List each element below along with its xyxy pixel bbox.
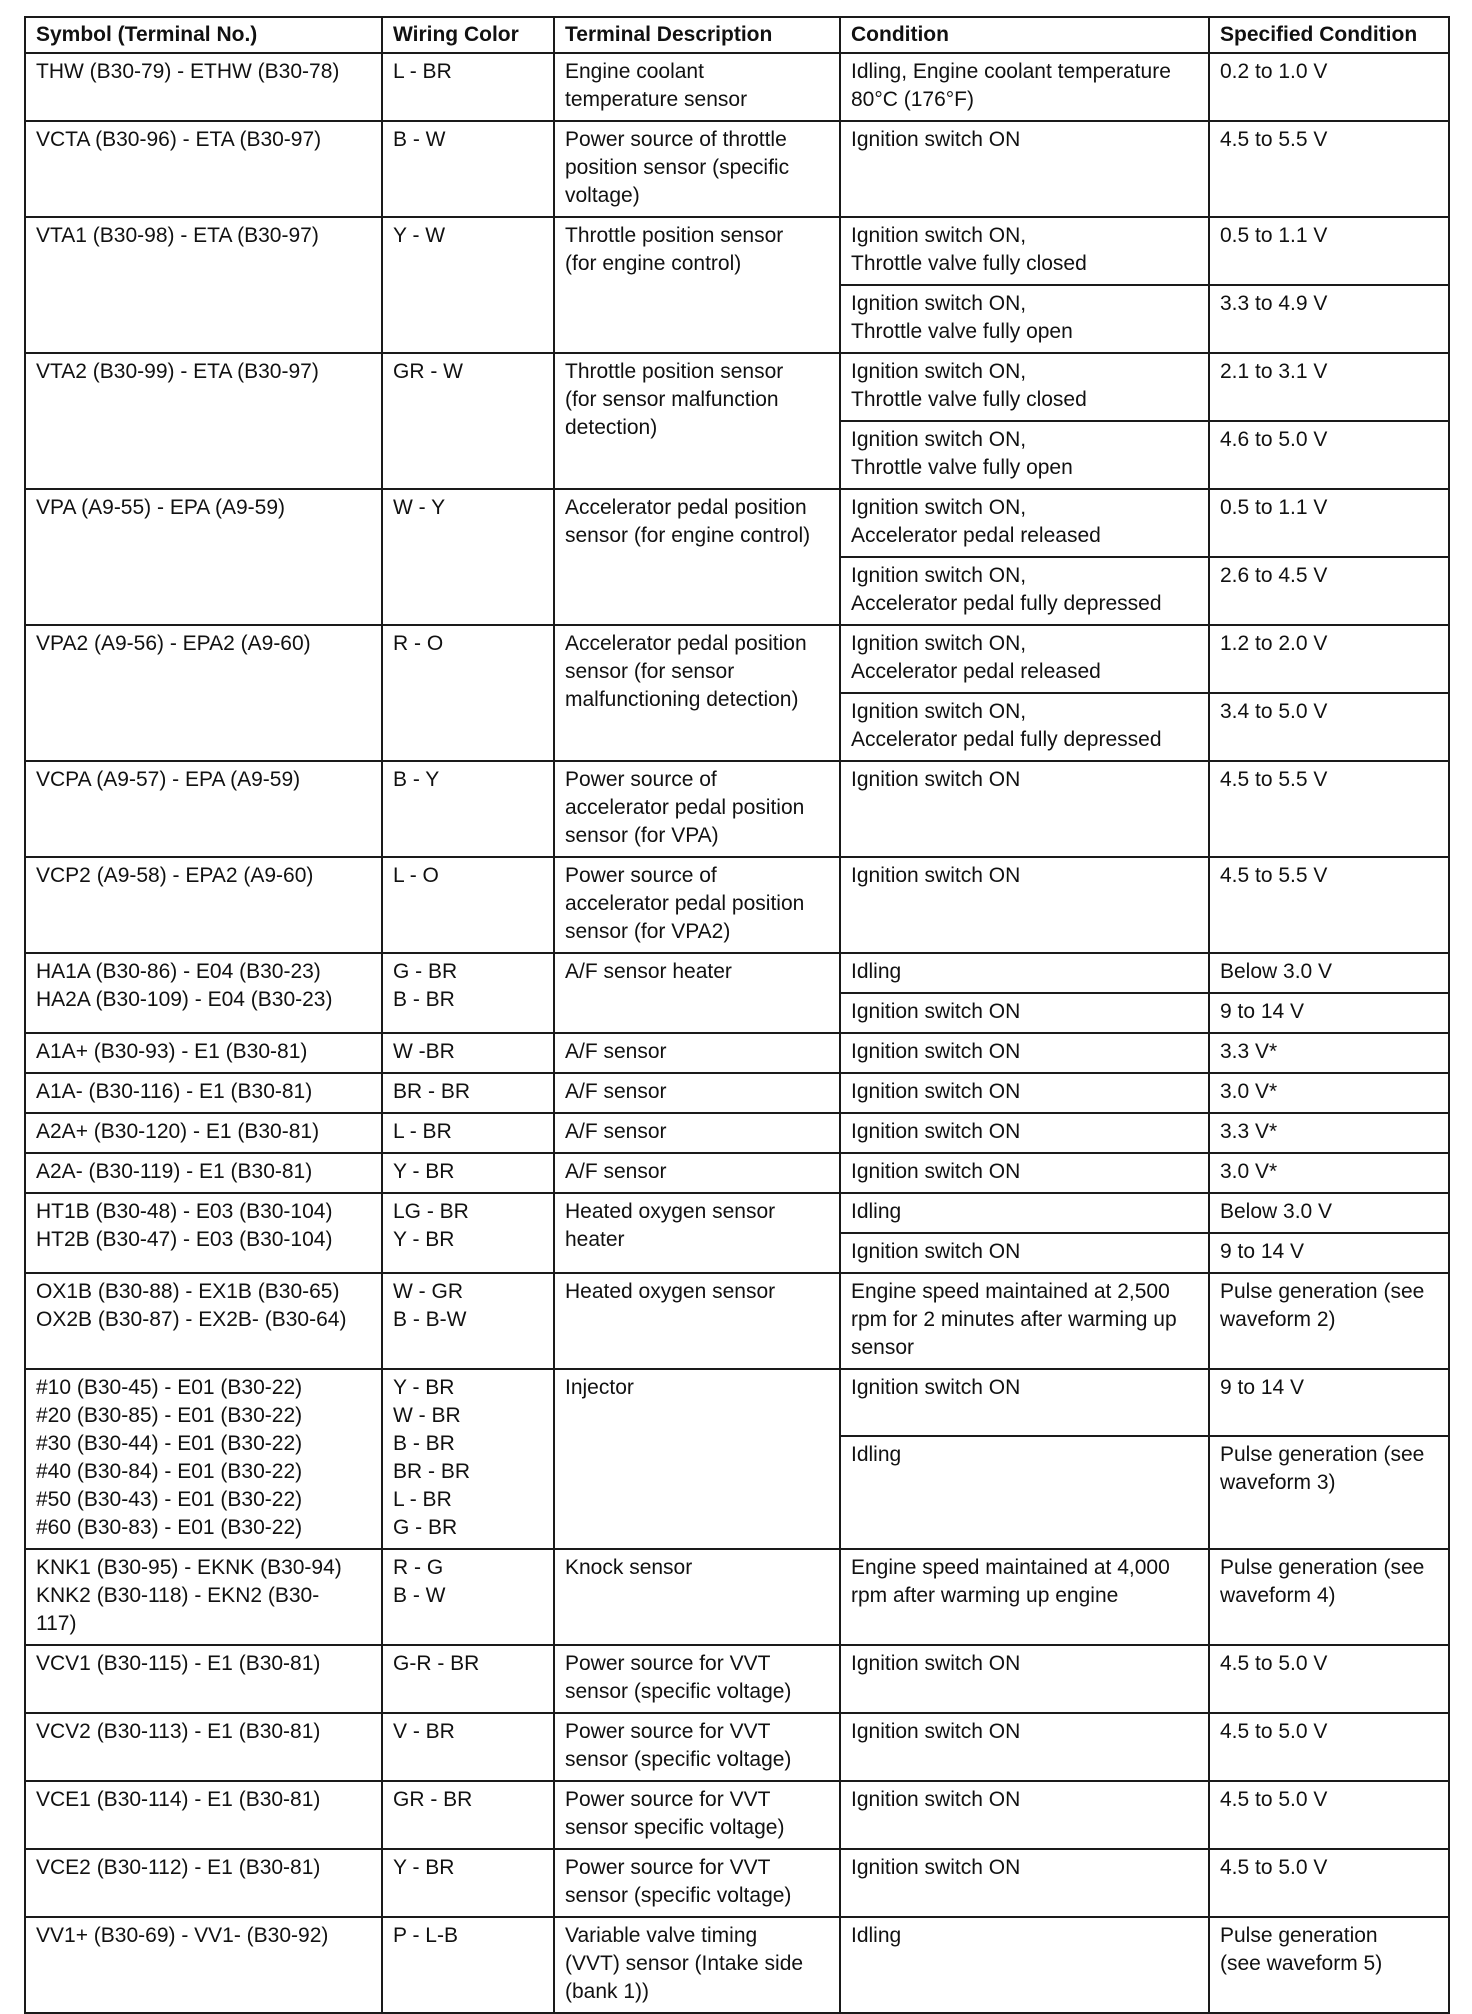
- symbol-cell: A2A+ (B30-120) - E1 (B30-81): [25, 1113, 382, 1153]
- condition-cell: Ignition switch ON: [840, 1073, 1209, 1113]
- condition-cell: Ignition switch ON, Accelerator pedal released: [840, 489, 1209, 557]
- specified-condition-cell: 1.2 to 2.0 V: [1209, 625, 1449, 693]
- condition-cell: Ignition switch ON: [840, 993, 1209, 1033]
- table-row: [25, 1917, 1449, 2013]
- table-row: [25, 953, 1449, 993]
- specified-condition-cell: 3.0 V*: [1209, 1153, 1449, 1193]
- symbol-cell: #10 (B30-45) - E01 (B30-22) #20 (B30-85) - E01 (B30-22) #30 (B30-44) - E01 (B30-22) #40 (B30-84) - E01 (B30-22) #50 (B30-43) - E01 (B30-22) #60 (B30-83) - E01 (B30-22): [25, 1369, 382, 1549]
- table-row: [25, 1153, 1449, 1193]
- symbol-cell: KNK1 (B30-95) - EKNK (B30-94) KNK2 (B30-118) - EKN2 (B30- 117): [25, 1549, 382, 1645]
- table-row: [25, 53, 1449, 121]
- symbol-cell: OX1B (B30-88) - EX1B (B30-65) OX2B (B30-87) - EX2B- (B30-64): [25, 1273, 382, 1369]
- wiring-color-cell: B - Y: [382, 761, 554, 857]
- condition-cell: Idling: [840, 1193, 1209, 1233]
- table-row: [25, 1713, 1449, 1781]
- specified-condition-cell: 4.5 to 5.5 V: [1209, 761, 1449, 857]
- description-cell: Throttle position sensor (for engine control): [554, 217, 840, 353]
- wiring-color-cell: W - Y: [382, 489, 554, 625]
- specified-condition-cell: Pulse generation (see waveform 2): [1209, 1273, 1449, 1369]
- condition-cell: Ignition switch ON, Throttle valve fully open: [840, 285, 1209, 353]
- description-cell: Injector: [554, 1369, 840, 1549]
- wiring-color-cell: Y - W: [382, 217, 554, 353]
- description-cell: Power source of accelerator pedal position sensor (for VPA): [554, 761, 840, 857]
- description-cell: Variable valve timing (VVT) sensor (Intake side (bank 1)): [554, 1917, 840, 2013]
- description-cell: Engine coolant temperature sensor: [554, 53, 840, 121]
- symbol-cell: A1A- (B30-116) - E1 (B30-81): [25, 1073, 382, 1113]
- specified-condition-cell: Pulse generation (see waveform 4): [1209, 1549, 1449, 1645]
- condition-cell: Ignition switch ON, Accelerator pedal released: [840, 625, 1209, 693]
- symbol-cell: VCPA (A9-57) - EPA (A9-59): [25, 761, 382, 857]
- wiring-color-cell: G-R - BR: [382, 1645, 554, 1713]
- header-wiring-color: Wiring Color: [382, 17, 554, 53]
- condition-cell: Engine speed maintained at 4,000 rpm after warming up engine: [840, 1549, 1209, 1645]
- condition-cell: Ignition switch ON: [840, 857, 1209, 953]
- table-row: [25, 1369, 1449, 1436]
- specified-condition-cell: 0.5 to 1.1 V: [1209, 489, 1449, 557]
- table-row: [25, 1113, 1449, 1153]
- wiring-color-cell: GR - BR: [382, 1781, 554, 1849]
- table-row: [25, 121, 1449, 217]
- wiring-color-cell: R - G B - W: [382, 1549, 554, 1645]
- header-row: [25, 17, 1449, 53]
- description-cell: Power source of throttle position sensor (specific voltage): [554, 121, 840, 217]
- symbol-cell: VCV1 (B30-115) - E1 (B30-81): [25, 1645, 382, 1713]
- specified-condition-cell: Pulse generation (see waveform 5): [1209, 1917, 1449, 2013]
- wiring-color-cell: Y - BR W - BR B - BR BR - BR L - BR G - BR: [382, 1369, 554, 1549]
- symbol-cell: VPA (A9-55) - EPA (A9-59): [25, 489, 382, 625]
- condition-cell: Ignition switch ON: [840, 1781, 1209, 1849]
- specified-condition-cell: 9 to 14 V: [1209, 1369, 1449, 1436]
- specified-condition-cell: 2.6 to 4.5 V: [1209, 557, 1449, 625]
- table-row: [25, 1033, 1449, 1073]
- wiring-color-cell: R - O: [382, 625, 554, 761]
- description-cell: Power source for VVT sensor (specific voltage): [554, 1645, 840, 1713]
- wiring-color-cell: L - BR: [382, 1113, 554, 1153]
- condition-cell: Ignition switch ON: [840, 1153, 1209, 1193]
- symbol-cell: HA1A (B30-86) - E04 (B30-23) HA2A (B30-109) - E04 (B30-23): [25, 953, 382, 1033]
- symbol-cell: THW (B30-79) - ETHW (B30-78): [25, 53, 382, 121]
- wiring-color-cell: GR - W: [382, 353, 554, 489]
- description-cell: Accelerator pedal position sensor (for sensor malfunctioning detection): [554, 625, 840, 761]
- description-cell: Knock sensor: [554, 1549, 840, 1645]
- condition-cell: Ignition switch ON, Throttle valve fully closed: [840, 353, 1209, 421]
- description-cell: Throttle position sensor (for sensor malfunction detection): [554, 353, 840, 489]
- symbol-cell: VCP2 (A9-58) - EPA2 (A9-60): [25, 857, 382, 953]
- wiring-color-cell: BR - BR: [382, 1073, 554, 1113]
- symbol-cell: HT1B (B30-48) - E03 (B30-104) HT2B (B30-47) - E03 (B30-104): [25, 1193, 382, 1273]
- symbol-cell: VCV2 (B30-113) - E1 (B30-81): [25, 1713, 382, 1781]
- specified-condition-cell: 4.5 to 5.0 V: [1209, 1849, 1449, 1917]
- symbol-cell: VPA2 (A9-56) - EPA2 (A9-60): [25, 625, 382, 761]
- table-row: [25, 1549, 1449, 1645]
- symbol-cell: VCTA (B30-96) - ETA (B30-97): [25, 121, 382, 217]
- specified-condition-cell: 4.5 to 5.5 V: [1209, 121, 1449, 217]
- description-cell: Heated oxygen sensor heater: [554, 1193, 840, 1273]
- description-cell: Power source of accelerator pedal position sensor (for VPA2): [554, 857, 840, 953]
- table-row: [25, 1849, 1449, 1917]
- condition-cell: Ignition switch ON: [840, 761, 1209, 857]
- symbol-cell: VTA1 (B30-98) - ETA (B30-97): [25, 217, 382, 353]
- specified-condition-cell: 0.5 to 1.1 V: [1209, 217, 1449, 285]
- specified-condition-cell: 3.0 V*: [1209, 1073, 1449, 1113]
- specified-condition-cell: 4.5 to 5.0 V: [1209, 1781, 1449, 1849]
- condition-cell: Ignition switch ON, Accelerator pedal fully depressed: [840, 693, 1209, 761]
- description-cell: Power source for VVT sensor (specific voltage): [554, 1713, 840, 1781]
- description-cell: A/F sensor: [554, 1153, 840, 1193]
- specified-condition-cell: Below 3.0 V: [1209, 1193, 1449, 1233]
- condition-cell: Engine speed maintained at 2,500 rpm for 2 minutes after warming up sensor: [840, 1273, 1209, 1369]
- specified-condition-cell: 3.3 V*: [1209, 1033, 1449, 1073]
- condition-cell: Ignition switch ON: [840, 1645, 1209, 1713]
- symbol-cell: VCE2 (B30-112) - E1 (B30-81): [25, 1849, 382, 1917]
- table-row: [25, 1645, 1449, 1713]
- description-cell: Heated oxygen sensor: [554, 1273, 840, 1369]
- table-row: [25, 761, 1449, 857]
- specified-condition-cell: 4.5 to 5.0 V: [1209, 1645, 1449, 1713]
- wiring-color-cell: LG - BR Y - BR: [382, 1193, 554, 1273]
- document-page: [24, 16, 1448, 2014]
- wiring-color-cell: P - L-B: [382, 1917, 554, 2013]
- condition-cell: Ignition switch ON: [840, 1849, 1209, 1917]
- condition-cell: Ignition switch ON, Throttle valve fully closed: [840, 217, 1209, 285]
- symbol-cell: A2A- (B30-119) - E1 (B30-81): [25, 1153, 382, 1193]
- table-row: [25, 1073, 1449, 1113]
- description-cell: A/F sensor: [554, 1113, 840, 1153]
- specified-condition-cell: Pulse generation (see waveform 3): [1209, 1436, 1449, 1549]
- specified-condition-cell: 4.5 to 5.0 V: [1209, 1713, 1449, 1781]
- table-row: [25, 1781, 1449, 1849]
- specified-condition-cell: Below 3.0 V: [1209, 953, 1449, 993]
- condition-cell: Ignition switch ON, Accelerator pedal fully depressed: [840, 557, 1209, 625]
- symbol-cell: A1A+ (B30-93) - E1 (B30-81): [25, 1033, 382, 1073]
- symbol-cell: VTA2 (B30-99) - ETA (B30-97): [25, 353, 382, 489]
- condition-cell: Idling: [840, 1917, 1209, 2013]
- specified-condition-cell: 0.2 to 1.0 V: [1209, 53, 1449, 121]
- wiring-color-cell: B - W: [382, 121, 554, 217]
- specified-condition-cell: 9 to 14 V: [1209, 1233, 1449, 1273]
- specified-condition-cell: 9 to 14 V: [1209, 993, 1449, 1033]
- header-symbol: Symbol (Terminal No.): [25, 17, 382, 53]
- table-header: [25, 17, 1449, 53]
- symbol-cell: VV1+ (B30-69) - VV1- (B30-92): [25, 1917, 382, 2013]
- wiring-color-cell: G - BR B - BR: [382, 953, 554, 1033]
- specified-condition-cell: 3.3 to 4.9 V: [1209, 285, 1449, 353]
- wiring-color-cell: W -BR: [382, 1033, 554, 1073]
- table-row: [25, 489, 1449, 557]
- table-row: [25, 1193, 1449, 1233]
- terminal-spec-table: [24, 16, 1450, 2014]
- specified-condition-cell: 4.6 to 5.0 V: [1209, 421, 1449, 489]
- wiring-color-cell: W - GR B - B-W: [382, 1273, 554, 1369]
- description-cell: A/F sensor heater: [554, 953, 840, 1033]
- condition-cell: Ignition switch ON, Throttle valve fully open: [840, 421, 1209, 489]
- condition-cell: Idling: [840, 953, 1209, 993]
- specified-condition-cell: 3.3 V*: [1209, 1113, 1449, 1153]
- condition-cell: Ignition switch ON: [840, 1233, 1209, 1273]
- condition-cell: Idling: [840, 1436, 1209, 1549]
- description-cell: A/F sensor: [554, 1033, 840, 1073]
- table-row: [25, 625, 1449, 693]
- description-cell: Power source for VVT sensor specific voltage): [554, 1781, 840, 1849]
- wiring-color-cell: Y - BR: [382, 1153, 554, 1193]
- condition-cell: Ignition switch ON: [840, 1033, 1209, 1073]
- condition-cell: Ignition switch ON: [840, 1113, 1209, 1153]
- condition-cell: Ignition switch ON: [840, 1713, 1209, 1781]
- condition-cell: Ignition switch ON: [840, 121, 1209, 217]
- description-cell: A/F sensor: [554, 1073, 840, 1113]
- table-row: [25, 1273, 1449, 1369]
- header-specified-condition: Specified Condition: [1209, 17, 1449, 53]
- table-row: [25, 353, 1449, 421]
- description-cell: Accelerator pedal position sensor (for engine control): [554, 489, 840, 625]
- wiring-color-cell: L - BR: [382, 53, 554, 121]
- table-body: [25, 53, 1449, 2013]
- table-row: [25, 857, 1449, 953]
- specified-condition-cell: 3.4 to 5.0 V: [1209, 693, 1449, 761]
- wiring-color-cell: L - O: [382, 857, 554, 953]
- wiring-color-cell: Y - BR: [382, 1849, 554, 1917]
- symbol-cell: VCE1 (B30-114) - E1 (B30-81): [25, 1781, 382, 1849]
- specified-condition-cell: 4.5 to 5.5 V: [1209, 857, 1449, 953]
- specified-condition-cell: 2.1 to 3.1 V: [1209, 353, 1449, 421]
- condition-cell: Idling, Engine coolant temperature 80°C (176°F): [840, 53, 1209, 121]
- wiring-color-cell: V - BR: [382, 1713, 554, 1781]
- header-condition: Condition: [840, 17, 1209, 53]
- description-cell: Power source for VVT sensor (specific voltage): [554, 1849, 840, 1917]
- table-row: [25, 217, 1449, 285]
- header-terminal-description: Terminal Description: [554, 17, 840, 53]
- condition-cell: Ignition switch ON: [840, 1369, 1209, 1436]
